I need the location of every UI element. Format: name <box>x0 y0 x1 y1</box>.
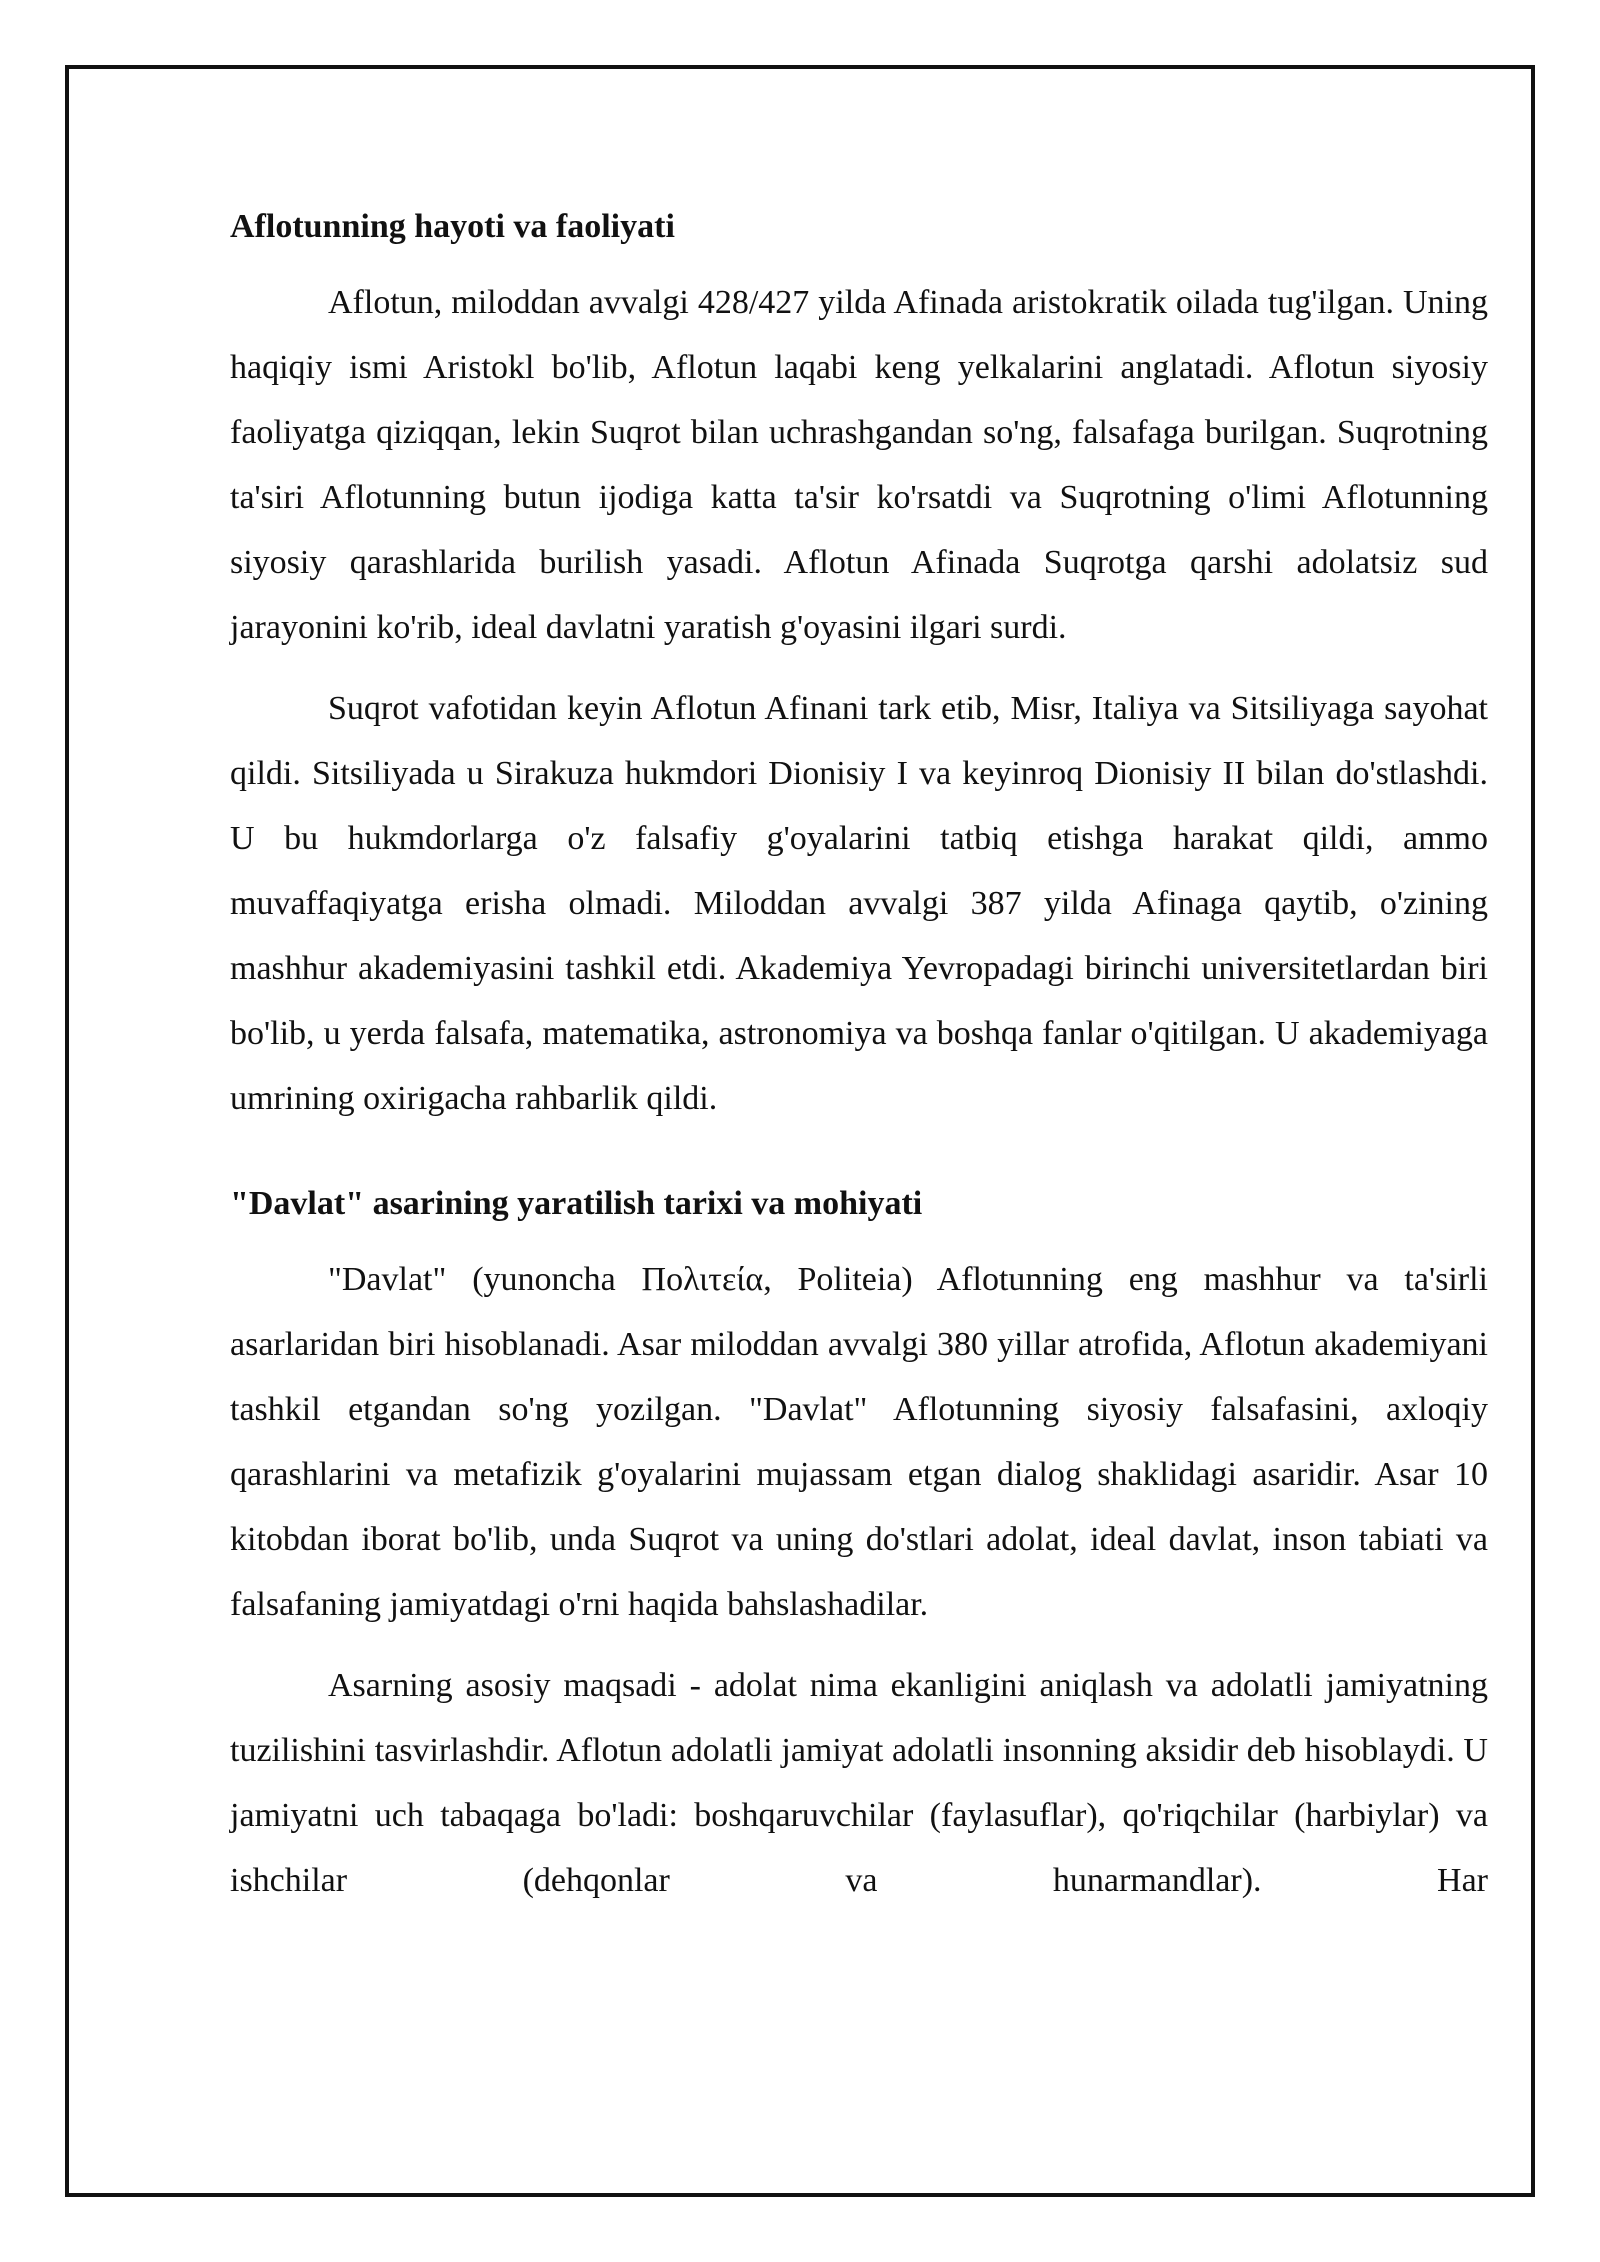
paragraph-life-2: Suqrot vafotidan keyin Aflotun Afinani tark etib, Misr, Italiya va Sitsiliyaga sayohat qildi. Sitsiliyada u Sirakuza hukmdori Dionisiy I va keyinroq Dionisiy II bilan do'stlashdi. U bu hukmdorlarga o'z falsafiy g'oyalarini tatbiq etishga harakat qildi, ammo muvaffaqiyatga erisha olmadi. Miloddan avvalgi 387 yilda Afinaga qaytib, o'zining mashhur akademiyasini tashkil etdi. Akademiya Yevropadagi birinchi universitetlardan biri bo'lib, u yerda falsafa, matematika, astronomiya va boshqa fanlar o'qitilgan. U akademiyaga umrining oxirigacha rahbarlik qildi. <box>230 690 1488 1117</box>
paragraph-republic-2: Asarning asosiy maqsadi - adolat nima ekanligini aniqlash va adolatli jamiyatning tuzilishini tasvirlashdir. Aflotun adolatli jamiyat adolatli insonning aksidir deb hisoblaydi. U jamiyatni uch tabaqaga bo'ladi: boshqaruvchilar (faylasuflar), qo'riqchilar (harbiylar) va ishchilar (dehqonlar va hunarmandlar). Har <box>230 1667 1488 1899</box>
document-body <box>230 196 1488 1913</box>
section-heading-life: Aflotunning hayoti va faoliyati <box>230 208 675 245</box>
paragraph-life-1: Aflotun, miloddan avvalgi 428/427 yilda Afinada aristokratik oilada tug'ilgan. Uning haqiqiy ismi Aristokl bo'lib, Aflotun laqabi keng yelkalarini anglatadi. Aflotun siyosiy faoliyatga qiziqqan, lekin Suqrot bilan uchrashgandan so'ng, falsafaga burilgan. Suqrotning ta'siri Aflotunning butun ijodiga katta ta'sir ko'rsatdi va Suqrotning o'limi Aflotunning siyosiy qarashlarida burilish yasadi. Aflotun Afinada Suqrotga qarshi adolatsiz sud jarayonini ko'rib, ideal davlatni yaratish g'oyasini ilgari surdi. <box>230 284 1488 646</box>
section-heading-republic: "Davlat" asarining yaratilish tarixi va mohiyati <box>230 1185 923 1222</box>
paragraph-republic-1: "Davlat" (yunoncha Πολιτεία, Politeia) Aflotunning eng mashhur va ta'sirli asarlaridan biri hisoblanadi. Asar miloddan avvalgi 380 yillar atrofida, Aflotun akademiyani tashkil etgandan so'ng yozilgan. "Davlat" Aflotunning siyosiy falsafasini, axloqiy qarashlarini va metafizik g'oyalarini mujassam etgan dialog shaklidagi asaridir. Asar 10 kitobdan iborat bo'lib, unda Suqrot va uning do'stlari adolat, ideal davlat, inson tabiati va falsafaning jamiyatdagi o'rni haqida bahslashadilar. <box>230 1261 1488 1623</box>
